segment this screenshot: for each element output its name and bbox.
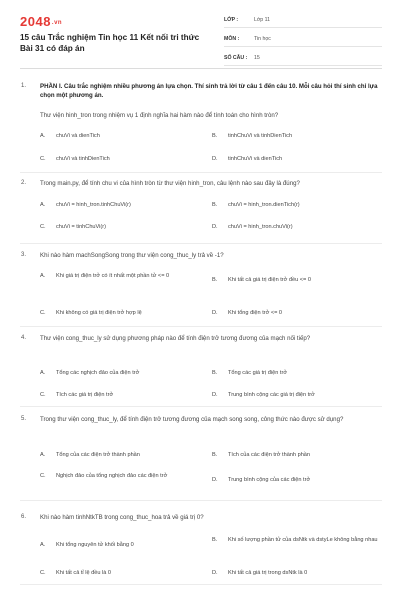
option-letter: D. [212,392,218,398]
option-b[interactable] [212,132,382,140]
meta-label: SỐ CÂU : [224,54,248,61]
option-c[interactable] [40,155,205,163]
option-d[interactable] [212,476,382,484]
option-text: Khi số lượng phần tử của dsNtk và dstyLe không bằng nhau [228,537,378,543]
option-letter: D. [212,156,218,162]
option-text: Tích các giá trị điện trở [56,392,114,398]
section-intro: PHẦN I. Câu trắc nghiệm nhiều phương án lựa chọn. Thí sinh trả lời từ câu 1 đến câu 10. Mỗi câu hỏi thí sinh chỉ lựa chọn một phương án. [40,83,378,99]
question-text: Thư viện cong_thuc_ly sử dụng phương pháp nào để tính điện trở tương đương của mạch nối tiếp? [40,335,311,342]
question-text: Khi nào hàm tinhNtkTB trong cong_thuc_hoa trả về giá trị 0? [40,514,204,521]
option-letter: A. [40,452,46,458]
option-letter: C. [40,156,46,162]
option-b[interactable] [212,276,382,284]
meta-label: MÔN : [224,35,240,42]
option-text: Tổng các nghịch đảo của điện trở [56,370,140,376]
option-letter: D. [212,310,218,316]
option-b[interactable] [212,201,382,209]
option-a[interactable] [40,541,205,549]
option-text: tinhChuVi và dienTich [228,156,283,162]
option-c[interactable] [40,391,205,399]
option-a[interactable] [40,201,205,209]
option-c[interactable] [40,569,205,577]
meta-grade [224,12,382,28]
option-b[interactable] [212,536,382,544]
option-letter: B. [212,202,218,208]
question-text: Khi nào hàm machSongSong trong thư viện cong_thuc_ly trả về -1? [40,252,224,259]
site-logo[interactable] [20,14,62,29]
option-text: chuVi = hinh_tron.dienTich(r) [228,202,300,208]
option-letter: C. [40,392,46,398]
option-letter: A. [40,273,46,279]
option-text: Tích của các điện trở thành phần [228,452,311,458]
question-number: 1. [21,83,27,89]
option-letter: C. [40,310,46,316]
option-letter: B. [212,133,218,139]
option-letter: B. [212,277,218,283]
option-text: Khi tất cả tỉ lệ đều là 0 [56,570,112,576]
option-letter: D. [212,477,218,483]
option-text: tinhChuVi và tinhDienTich [228,133,293,139]
meta-label: LỚP : [224,16,239,23]
question-number: 5. [21,416,27,422]
option-a[interactable] [40,272,205,280]
option-text: Khi tổng nguyên tử khối bằng 0 [56,542,134,548]
option-b[interactable] [212,451,382,459]
question-divider [20,500,382,501]
question-divider [20,172,382,173]
option-letter: D. [212,570,218,576]
brand-tld: .vn [51,19,63,26]
option-d[interactable] [212,391,382,399]
question-divider [20,584,382,585]
question-divider [20,243,382,244]
question-text: Trong thư viện cong_thuc_ly, để tính điện trở tương đương của mạch song song, công thức nào được sử dụng? [40,416,344,423]
option-letter: A. [40,133,46,139]
option-text: Tổng các giá trị điện trở [228,370,288,376]
option-text: chuVi = hinh_tron.tinhChuVi(r) [56,202,131,208]
option-d[interactable] [212,155,382,163]
brand-name: 2048 [20,14,51,29]
option-letter: A. [40,370,46,376]
meta-value: Tin học [254,35,271,42]
meta-question-count [224,50,382,66]
option-letter: C. [40,224,46,230]
option-letter: B. [212,537,218,543]
option-text: chuVi = hinh_tron.chuVi(r) [228,224,293,230]
meta-panel [224,12,382,69]
option-c[interactable] [40,223,205,231]
header-divider [20,68,382,69]
question-number: 3. [21,252,27,258]
option-d[interactable] [212,309,382,317]
option-b[interactable] [212,369,382,377]
option-a[interactable] [40,132,205,140]
option-d[interactable] [212,223,382,231]
question-divider [20,406,382,407]
question-number: 6. [21,514,27,520]
option-text: Khi không có giá trị điện trở hợp lệ [56,310,142,316]
meta-value: 15 [254,54,260,61]
question-number: 4. [21,335,27,341]
meta-value: Lớp 11 [254,16,270,23]
page-header [0,0,400,66]
option-text: Tổng của các điện trở thành phần [56,452,140,458]
option-letter: C. [40,570,46,576]
option-text: Khi giá trị điện trở có ít nhất một phần tử <= 0 [56,273,170,279]
option-a[interactable] [40,451,205,459]
page-title: 15 câu Trắc nghiệm Tin học 11 Kết nối tri thức Bài 31 có đáp án [20,33,200,53]
option-d[interactable] [212,569,382,577]
option-letter: C. [40,473,46,479]
question-text: Thư viện hinh_tron trong nhiệm vụ 1 định nghĩa hai hàm nào để tính toán cho hình tròn? [40,112,279,119]
question-divider [20,326,382,327]
question-text: Trong main.py, để tính chu vi của hình tròn từ thư viện hinh_tron, câu lệnh nào sau đây là đúng? [40,180,300,187]
option-text: Nghịch đảo của tổng nghịch đảo các điện trở [56,473,168,479]
option-letter: B. [212,370,218,376]
option-text: Khi tất cả giá trị trong dsNtk là 0 [228,570,308,576]
option-text: Trung bình cộng các giá trị điện trở [228,392,315,398]
question-number: 2. [21,180,27,186]
option-c[interactable] [40,472,205,480]
option-letter: B. [212,452,218,458]
option-letter: D. [212,224,218,230]
option-letter: A. [40,542,46,548]
option-text: chuVi và dienTich [56,133,100,139]
meta-subject [224,31,382,47]
option-text: chuVi = tinhChuVi(r) [56,224,107,230]
option-text: Trung bình cộng của các điện trở [228,477,311,483]
option-text: Khi tất cả giá trị điện trở đều <= 0 [228,277,311,283]
option-text: Khi tổng điện trở <= 0 [228,310,283,316]
question-list [0,78,400,600]
option-letter: A. [40,202,46,208]
option-a[interactable] [40,369,205,377]
option-c[interactable] [40,309,205,317]
option-text: chuVi và tinhDienTich [56,156,110,162]
